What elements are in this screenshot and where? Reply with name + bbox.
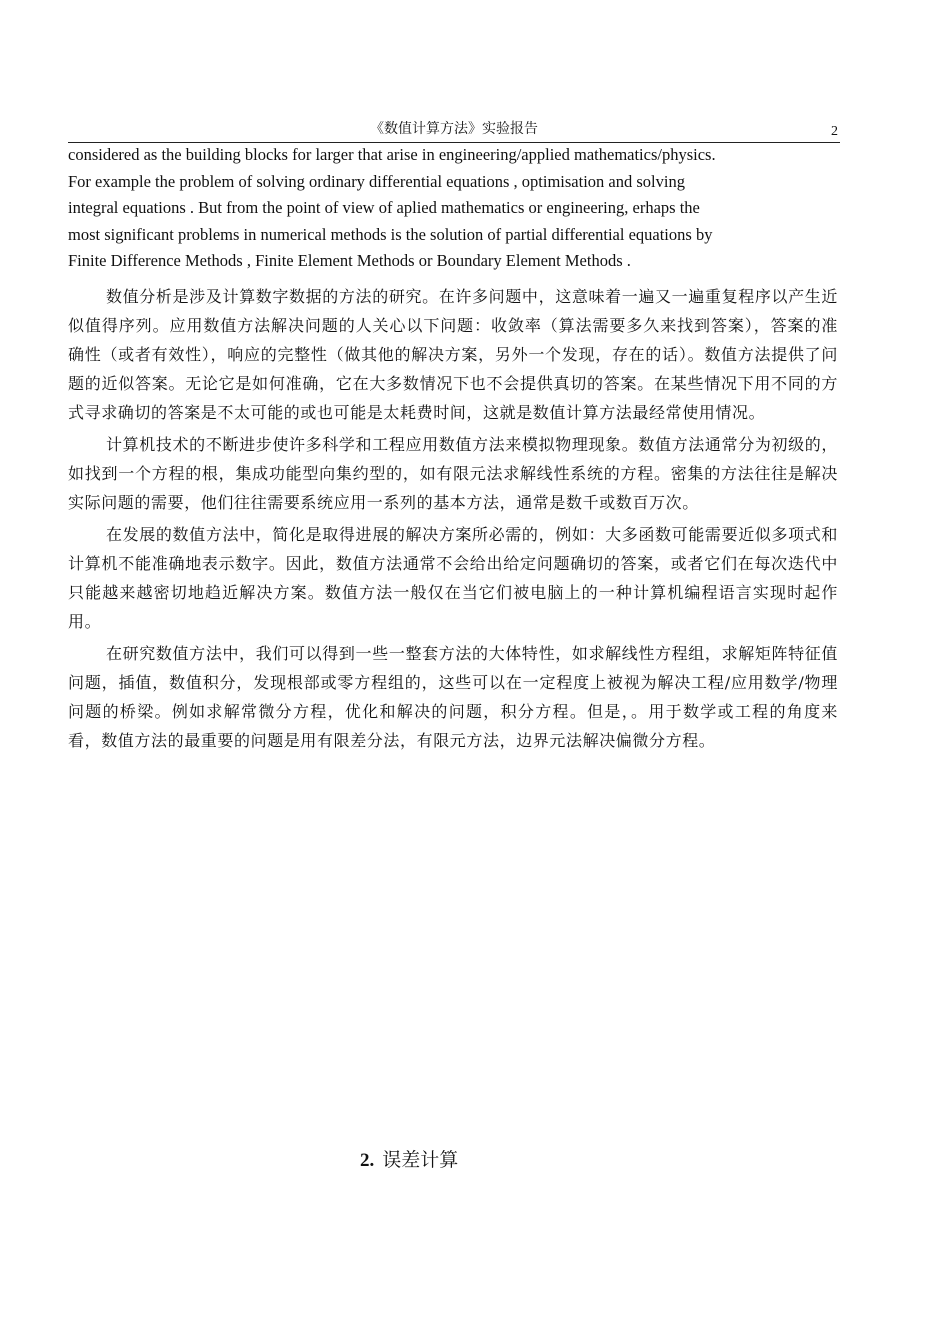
page-header [68, 118, 840, 143]
english-line: For example the problem of solving ordinary differential equations , optimisation and solving [68, 171, 685, 191]
header-title: 《数值计算方法》实验报告 [370, 121, 538, 137]
paragraph-research-methods: 在研究数值方法中，我们可以得到一些一整套方法的大体特性，如求解线性方程组，求解矩阵特征值问题，插值，数值积分，发现根部或零方程组的，这些可以在一定程度上被视为解决工程/应用数学/物理问题的桥梁。例如求解常微分方程，优化和解决的问题，积分方程。但是，。用于数学或工程的角度来看，数值方法的最重要的问题是用有限差分法，有限元方法，边界元法解决偏微分方程。 [68, 644, 838, 750]
section-number: 2. [360, 1150, 375, 1171]
paragraph-numerical-analysis: 数值分析是涉及计算数字数据的方法的研究。在许多问题中，这意味着一遍又一遍重复程序以产生近似值得序列。应用数值方法解决问题的人关心以下问题：收敛率（算法需要多久来找到答案），答案的准确性（或者有效性），响应的完整性（做其他的解决方案，另外一个发现，存在的话）。数值方法提供了问题的近似答案。无论它是如何准确，它在大多数情况下也不会提供真切的答案。在某些情况下用不同的方式寻求确切的答案是不太可能的或也可能是太耗费时间，这就是数值计算方法最经常使用情况。 [68, 287, 838, 422]
paragraph-computer-technology: 计算机技术的不断进步使许多科学和工程应用数值方法来模拟物理现象。数值方法通常分为初级的，如找到一个方程的根，集成功能型向集约型的，如有限元法求解线性系统的方程。密集的方法往往是解决实际问题的需要，他们往往需要系统应用一系列的基本方法，通常是数千或数百万次。 [68, 435, 838, 512]
section-heading [360, 1146, 458, 1175]
english-paragraph [68, 142, 843, 275]
english-line: integral equations . But from the point of view of aplied mathematics or engineering, erhaps the [68, 198, 700, 217]
chinese-body [68, 282, 838, 758]
page-number: 2 [831, 124, 838, 139]
english-line: most significant problems in numerical methods is the solution of partial differential equations by [68, 224, 713, 244]
section-title: 误差计算 [382, 1149, 459, 1171]
english-line: considered as the building blocks for larger that arise in engineering/applied mathematics/physics. [68, 145, 716, 164]
english-line: Finite Difference Methods , Finite Element Methods or Boundary Element Methods . [68, 251, 631, 270]
paragraph-simplification: 在发展的数值方法中，简化是取得进展的解决方案所必需的，例如：大多函数可能需要近似多项式和计算机不能准确地表示数字。因此，数值方法通常不会给出给定问题确切的答案，或者它们在每次迭代中只能越来越密切地趋近解决方案。数值方法一般仅在当它们被电脑上的一种计算机编程语言实现时起作用。 [68, 525, 838, 631]
